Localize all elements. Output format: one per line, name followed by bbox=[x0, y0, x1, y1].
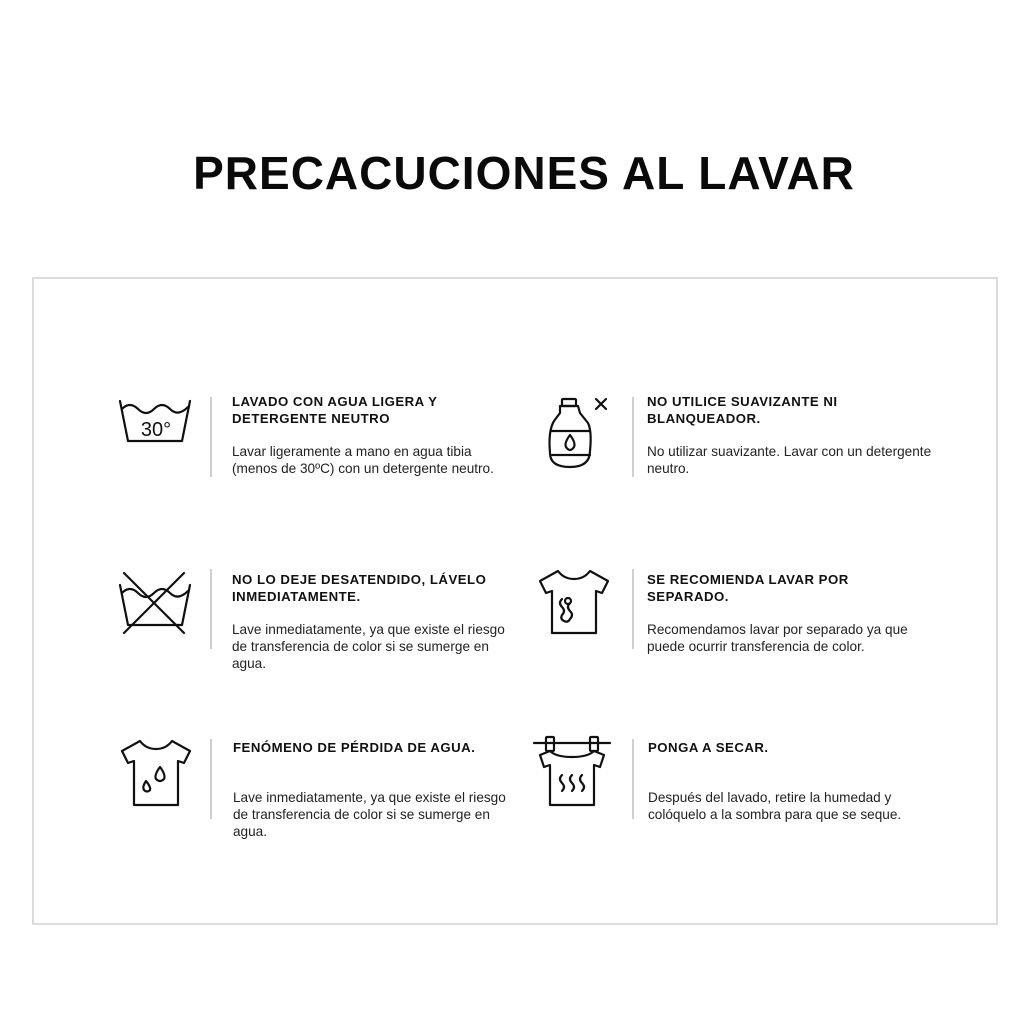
item-title: SE RECOMIENDA LAVAR POR SEPARADO. bbox=[647, 572, 849, 604]
wash-separately-icon bbox=[534, 563, 614, 643]
divider bbox=[632, 569, 634, 649]
item-description: No utilizar suavizante. Lavar con un detergente neutro. bbox=[647, 444, 932, 476]
no-softener-icon bbox=[540, 391, 620, 471]
item-description: Recomendamos lavar por separado ya que puede ocurrir transferencia de color. bbox=[647, 622, 908, 654]
item-title: PONGA A SECAR. bbox=[648, 740, 769, 755]
divider bbox=[210, 397, 212, 477]
divider bbox=[210, 739, 212, 819]
wash-30-icon bbox=[116, 391, 196, 471]
item-description: Después del lavado, retire la humedad y colóquelo a la sombra para que se seque. bbox=[648, 790, 902, 822]
item-description: Lave inmediatamente, ya que existe el riesgo de transferencia de color si se sumerge en agua. bbox=[232, 622, 505, 671]
do-not-soak-icon bbox=[116, 567, 196, 647]
item-title: NO LO DEJE DESATENDIDO, LÁVELO INMEDIATAMENTE. bbox=[232, 572, 487, 604]
item-title: FENÓMENO DE PÉRDIDA DE AGUA. bbox=[233, 740, 476, 755]
item-title: NO UTILICE SUAVIZANTE NI BLANQUEADOR. bbox=[647, 394, 838, 426]
care-instructions-card bbox=[32, 277, 998, 925]
item-description: Lavar ligeramente a mano en agua tibia (menos de 30ºC) con un detergente neutro. bbox=[232, 444, 494, 476]
divider bbox=[210, 569, 212, 649]
divider bbox=[632, 397, 634, 477]
hang-dry-icon bbox=[532, 731, 612, 811]
item-title: LAVADO CON AGUA LIGERA Y DETERGENTE NEUTRO bbox=[232, 394, 438, 426]
divider bbox=[632, 739, 634, 819]
page-title: PRECACUCIONES AL LAVAR bbox=[193, 147, 855, 199]
item-description: Lave inmediatamente, ya que existe el riesgo de transferencia de color si se sumerge en agua. bbox=[233, 790, 506, 839]
water-loss-icon bbox=[116, 735, 196, 815]
temperature-label: 30° bbox=[140, 419, 172, 441]
